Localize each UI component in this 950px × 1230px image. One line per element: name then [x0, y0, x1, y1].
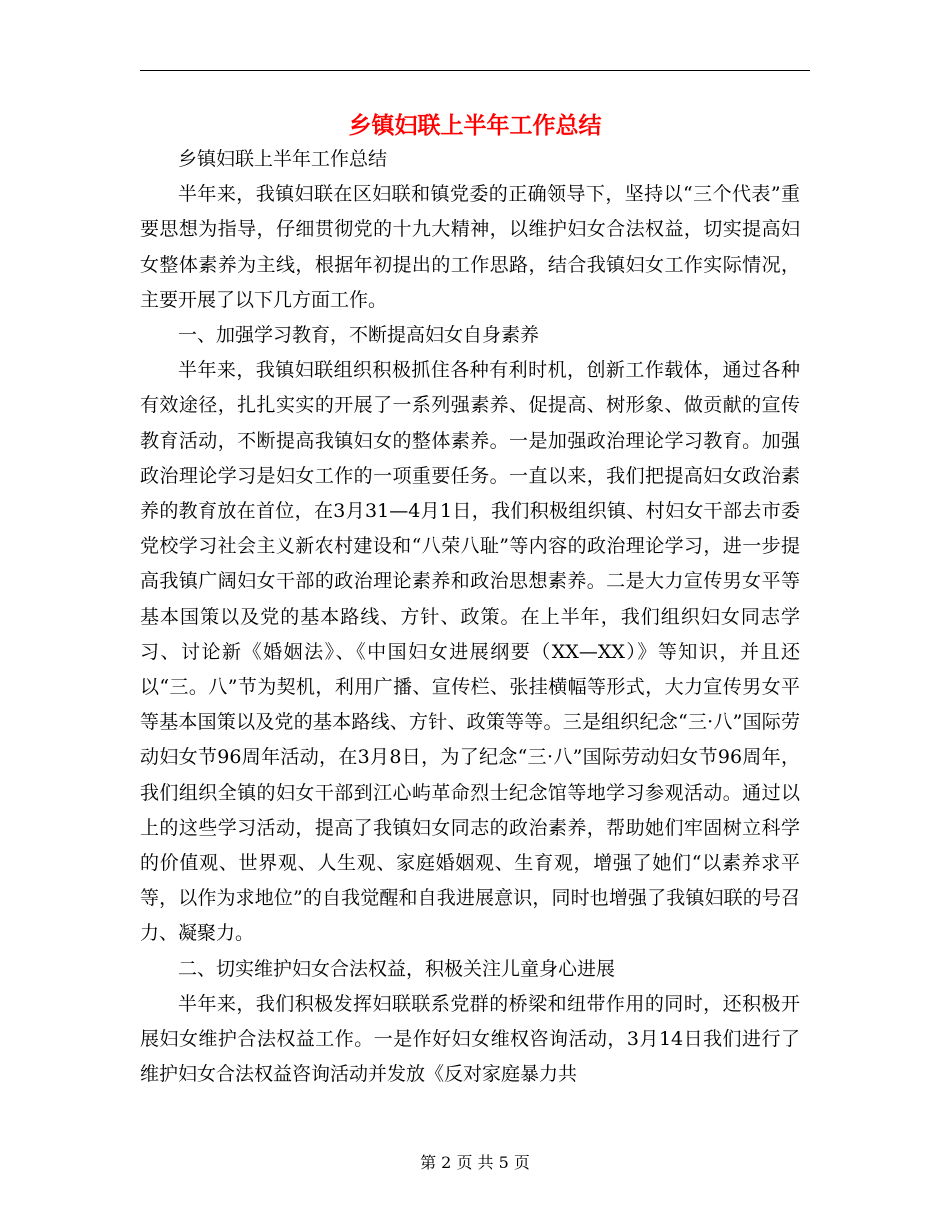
intro-paragraph: 半年来，我镇妇联在区妇联和镇党委的正确领导下，坚持以“三个代表”重要思想为指导，仔细贯彻党的十九大精神，以维护妇女合法权益，切实提高妇女整体素养为主线，根据年初提出的工作思路，结合我镇妇女工作实际情况，主要开展了以下几方面工作。: [140, 183, 800, 311]
section-1-paragraph: 半年来，我镇妇联组织积极抓住各种有利时机，创新工作载体，通过各种有效途径，扎扎实实的开展了一系列强素养、促提高、树形象、做贡献的宣传教育活动，不断提高我镇妇女的整体素养。一是加强政治理论学习教育。加强政治理论学习是妇女工作的一项重要任务。一直以来，我们把提高妇女政治素养的教育放在首位，在3月31—4月1日，我们积极组织镇、村妇女干部去市委党校学习社会主义新农村建设和“八荣八耻”等内容的政治理论学习，进一步提高我镇广阔妇女干部的政治理论素养和政治思想素养。二是大力宣传男女平等基本国策以及党的基本路线、方针、政策。在上半年，我们组织妇女同志学习、讨论新《婚姻法》、《中国妇女进展纲要（XX—XX）》等知识，并且还以“三。八”节为契机，利用广播、宣传栏、张挂横幅等形式，大力宣传男女平等基本国策以及党的基本路线、方针、政策等等。三是组织纪念“三·八”国际劳动妇女节96周年活动，在3月8日，为了纪念“三·八”国际劳动妇女节96周年，我们组织全镇的妇女干部到江心屿革命烈士纪念馆等地学习参观活动。通过以上的这些学习活动，提高了我镇妇女同志的政治素养，帮助她们牢固树立科学的价值观、世界观、人生观、家庭婚姻观、生育观，增强了她们“以素养求平等，以作为求地位”的自我觉醒和自我进展意识，同时也增强了我镇妇联的号召力、凝聚力。: [140, 359, 800, 945]
section-2-paragraph: 半年来，我们积极发挥妇联联系党群的桥梁和纽带作用的同时，还积极开展妇女维护合法权益工作。一是作好妇女维权咨询活动，3月14日我们进行了维护妇女合法权益咨询活动并发放《反对家庭暴力共: [140, 992, 800, 1086]
section-heading-2: 二、切实维护妇女合法权益，积极关注儿童身心进展: [178, 957, 616, 980]
header-rule: [140, 70, 810, 71]
subtitle-paragraph: 乡镇妇联上半年工作总结: [178, 148, 388, 170]
page-footer: 第 2 页 共 5 页: [420, 1153, 530, 1172]
section-heading-1: 一、加强学习教育，不断提高妇女自身素养: [178, 324, 540, 347]
document-title: 乡镇妇联上半年工作总结: [348, 113, 602, 139]
document-body: [140, 142, 800, 1092]
